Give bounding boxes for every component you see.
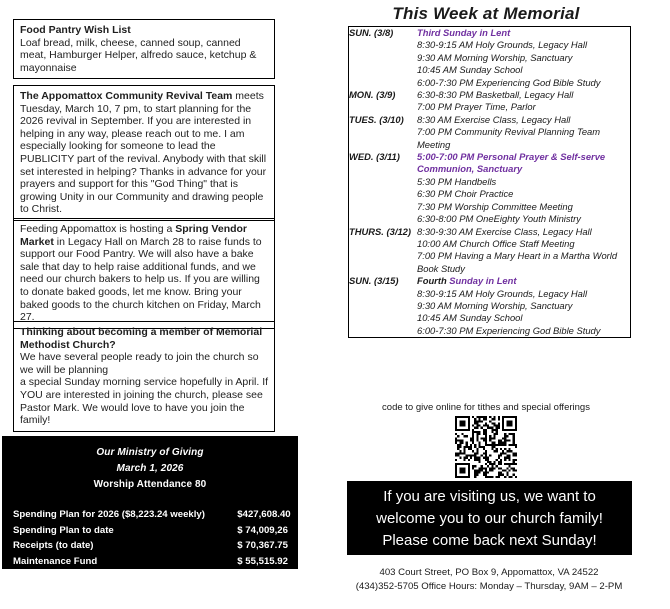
notice-food-pantry: [13, 19, 275, 79]
schedule-event: 6:00-7:30 PM Experiencing God Bible Study: [417, 76, 601, 88]
schedule-event-prefix: Fourth: [417, 275, 450, 287]
ministry-of-giving-panel: [2, 436, 298, 569]
notice-body-revival-team: [20, 90, 269, 216]
giving-row-amount: $ 70,367.75: [237, 540, 288, 551]
schedule-event: 10:00 AM Church Office Staff Meeting: [417, 237, 575, 249]
notice-revival-team: [13, 85, 275, 221]
schedule-event: 10:45 AM Sunday School: [417, 64, 523, 76]
welcome-panel: [347, 482, 632, 555]
schedule-event: 7:30 PM Worship Committee Meeting: [417, 200, 573, 212]
schedule-events-cell: [417, 275, 631, 338]
giving-heading-date: March 1, 2026: [116, 463, 184, 474]
schedule-event: 8:30 AM Exercise Class, Legacy Hall: [417, 113, 571, 125]
giving-row-label: Spending Plan to date: [13, 524, 114, 536]
schedule-event: Third Sunday in Lent: [417, 27, 511, 38]
giving-row-amount: $ 74,009,26: [237, 524, 288, 536]
schedule-event: 6:30-8:30 PM Basketball, Legacy Hall: [417, 89, 574, 101]
schedule-event: 6:30-8:00 PM OneEighty Youth Ministry: [417, 213, 581, 225]
notice-body-vendor-market: [20, 223, 269, 324]
schedule-event: 5:00-7:00 PM Personal Prayer & Self-serve Communion, Sanctuary: [417, 151, 606, 175]
notice-lead-revival-team: The Appomattox Community Revival Team: [20, 90, 233, 102]
giving-heading-attendance: Worship Attendance 80: [93, 479, 207, 490]
schedule-day-label: THURS. (3/12): [349, 225, 411, 237]
address-street: 403 Court Street, PO Box 9, Appomattox, VA 24522: [379, 567, 599, 578]
qr-caption: code to give online for tithes and special offerings: [382, 402, 590, 413]
giving-figures-table: [2, 507, 298, 569]
schedule-event: 7:00 PM Community Revival Planning Team Meeting: [417, 126, 601, 150]
schedule-event: 8:30-9:15 AM Holy Grounds, Legacy Hall: [417, 39, 588, 51]
qr-code-icon[interactable]: [455, 416, 517, 478]
notice-body-membership-line2: a special Sunday morning service hopefully in April. If YOU are interested in joining the church, please see Pastor Mark. We would love to have you join the family!: [20, 376, 269, 427]
schedule-events-cell: [417, 151, 631, 225]
schedule-event: 5:30 PM Handbells: [417, 175, 497, 187]
church-address-block: [336, 566, 642, 594]
giving-row-amount: $427,608.40: [237, 509, 291, 520]
schedule-event: 9:30 AM Morning Worship, Sanctuary: [417, 51, 573, 63]
schedule-event: 8:30-9:30 AM Exercise Class, Legacy Hall: [417, 225, 592, 237]
schedule-day-label: SUN. (3/15): [349, 275, 399, 287]
schedule-event: 8:30-9:15 AM Holy Grounds, Legacy Hall: [417, 287, 588, 299]
schedule-event: [417, 275, 630, 287]
weekly-schedule-table: [348, 26, 631, 338]
schedule-events-cell: [417, 114, 631, 151]
schedule-event: 7:00 PM Prayer Time, Parlor: [417, 101, 536, 113]
notice-title-food-pantry: Food Pantry Wish List: [20, 24, 131, 36]
notice-text-revival-team: meets Tuesday, March 10, 7 pm, to start planning for the 2026 revival in September. If you are interested in helping in any way, please reach out to me. I am especially looking for someone to lead the PUBLICITY part of the revival. Anybody with that skill set interested in helping? Thanks in advance for your prayers and support for this "God Thing" that is growing Unity in our Community and drawing people to Christ.: [20, 90, 267, 216]
schedule-event: 10:45 AM Sunday School: [417, 312, 523, 324]
schedule-events-cell: [417, 27, 631, 90]
giving-row-label: Receipts (to date): [13, 540, 94, 551]
giving-row: [2, 523, 298, 539]
notice-body-food-pantry: Loaf bread, milk, cheese, canned soup, canned meat, Hamburger Helper, alfredo sauce, ketchup & mayonnaise: [20, 36, 257, 74]
schedule-event: 7:00 PM Having a Mary Heart in a Martha World Book Study: [417, 250, 618, 274]
page-title: This Week at Memorial: [392, 4, 580, 23]
schedule-event: 6:00-7:30 PM Experiencing God Bible Study: [417, 324, 601, 336]
notice-posttext-vendor-market: in Legacy Hall on March 28 to raise funds to support our Food Pantry. We will also have a bake sale that day to help raise additional funds, and we need our church bakers to help us. If you are willing to donate baked goods, let me know. Bring your baked goods to the church kitchen on Friday, March 27.: [20, 235, 262, 324]
schedule-day-label: WED. (3/11): [349, 151, 400, 163]
schedule-row: [349, 226, 631, 276]
schedule-day-label: TUES. (3/10): [349, 113, 404, 125]
schedule-events-cell: [417, 89, 631, 114]
right-column: [336, 0, 670, 609]
giving-row-amount: $ 55,515.92: [237, 555, 288, 567]
schedule-event: 6:30 PM Choir Practice: [417, 188, 514, 200]
giving-row-label: Spending Plan for 2026 ($8,223.24 weekly): [13, 509, 205, 520]
schedule-row: [349, 275, 631, 338]
notice-pretext-vendor-market: Feeding Appomattox is hosting a: [20, 223, 176, 235]
giving-row: [2, 507, 298, 523]
giving-row-label: Maintenance Fund: [13, 555, 98, 567]
giving-row: [2, 554, 298, 570]
notice-body-membership-line1: We have several people ready to join the church so we will be planning: [20, 351, 259, 376]
schedule-day-label: MON. (3/9): [349, 89, 396, 101]
notice-membership: [13, 321, 275, 432]
welcome-line-3: Please come back next Sunday!: [382, 531, 597, 549]
notice-title-membership: Thinking about becoming a member of Memorial Methodist Church?: [20, 326, 263, 351]
address-phone-hours: (434)352-5705 Office Hours: Monday – Thursday, 9AM – 2-PM: [355, 581, 623, 592]
welcome-line-1: If you are visiting us, we want to: [383, 487, 596, 505]
welcome-line-2: welcome you to our church family!: [376, 509, 603, 527]
schedule-row: [349, 114, 631, 151]
notice-highlight-vendor-market: Spring Vendor Market: [20, 223, 248, 248]
schedule-event: 9:30 AM Morning Worship, Sanctuary: [417, 299, 573, 311]
schedule-day-label: SUN. (3/8): [349, 27, 394, 38]
giving-row: [2, 538, 298, 554]
schedule-row: [349, 151, 631, 225]
schedule-row: [349, 89, 631, 114]
schedule-event-suffix: Sunday in Lent: [449, 275, 517, 287]
schedule-row: [349, 27, 631, 90]
giving-heading-title: Our Ministry of Giving: [96, 447, 204, 458]
schedule-events-cell: [417, 226, 631, 276]
notice-vendor-market: [13, 218, 275, 329]
